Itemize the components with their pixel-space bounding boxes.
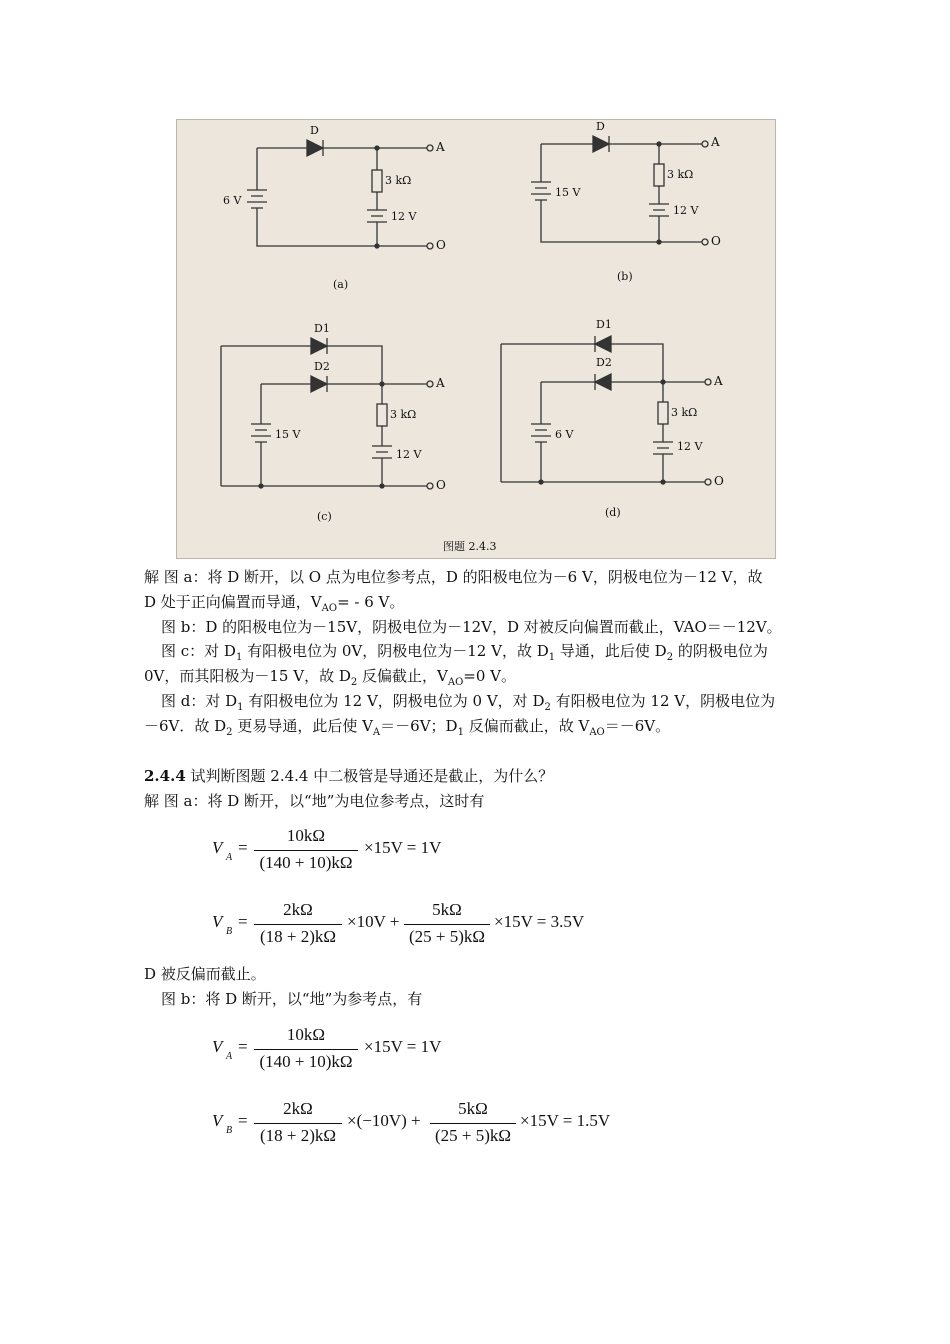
label-node-a-a: A <box>436 140 445 154</box>
label-node-a-d: A <box>714 374 723 388</box>
label-resistor-b: 3 kΩ <box>667 168 694 181</box>
label-node-a-b: A <box>711 135 720 149</box>
circuit-figure <box>176 119 776 559</box>
label-node-o-b: O <box>711 234 721 248</box>
equation-vb-1: V B = 2kΩ (18 + 2)kΩ ×10V + 5kΩ (25 + 5)kΩ ×15V = 3.5V <box>212 900 585 946</box>
label-diode2-c: D2 <box>314 360 330 373</box>
solution-line-6: 图 d：对 $D_1$ 有阳极电位为 12 V，阴极电位为 0 V，对 $D_2$ 有阳极电位为 12 V，阴极电位为 <box>161 692 776 713</box>
label-resistor-c: 3 kΩ <box>390 408 417 421</box>
solution-b-intro: 图 b：将 D 断开，以“地”为参考点，有 <box>161 990 423 1008</box>
label-diode-b: D <box>596 120 605 133</box>
panel-label-d: (d) <box>605 506 621 519</box>
figure-caption: 图题 2.4.3 <box>443 540 497 553</box>
label-diode1-d: D1 <box>596 318 612 331</box>
label-battery-b: 15 V <box>555 186 581 199</box>
solution-line-4: 图 c：对 $D_1$ 有阳极电位为 0V，阴极电位为－12 V，故 $D_1$ 导通，此后使 $D_2$ 的阴极电位为 <box>161 642 768 663</box>
label-battery-a: 6 V <box>223 194 242 207</box>
circuit-a <box>247 140 433 249</box>
equation-va-1: V A = 10kΩ (140 + 10)kΩ ×15V = 1V <box>212 826 442 872</box>
solution-line-7: －6V．故 $D_2$ 更易导通，此后使 $V_A=-6V$；$D_1$ 反偏而截止，故 $V_{AO}=-6V$。 <box>144 717 671 738</box>
solution-a-intro: 解 图 a：将 D 断开，以“地”为电位参考点，这时有 <box>144 792 485 810</box>
label-resistor-a: 3 kΩ <box>385 174 412 187</box>
solution-line-2: D 处于正向偏置而导通，$V_{AO}= - 6$ V。 <box>144 593 405 614</box>
label-battery2-c: 12 V <box>396 448 422 461</box>
solution-line-3: 图 b：D 的阳极电位为－15V，阴极电位为－12V，D 对被反向偏置而截止，VAO＝－12V。 <box>161 618 782 636</box>
panel-label-c: (c) <box>317 510 332 523</box>
circuit-diagrams <box>177 120 775 558</box>
label-resistor-d: 3 kΩ <box>671 406 698 419</box>
panel-label-a: (a) <box>333 278 349 291</box>
problem-title: 试判断图题 2.4.4 中二极管是导通还是截止，为什么？ <box>185 767 554 785</box>
label-diode2-d: D2 <box>596 356 612 369</box>
conclusion-a: D 被反偏而截止。 <box>144 965 266 983</box>
label-node-o-c: O <box>436 478 446 492</box>
label-diode-a: D <box>310 124 319 137</box>
label-battery-c: 15 V <box>275 428 301 441</box>
label-battery2-d: 12 V <box>677 440 703 453</box>
label-battery2-a: 12 V <box>391 210 417 223</box>
equation-vb-2: V B = 2kΩ (18 + 2)kΩ ×(−10V) + 5kΩ (25 + 5)kΩ ×15V = 1.5V <box>212 1099 611 1145</box>
problem-number: 2.4.4 <box>144 767 186 785</box>
equation-va-2: V A = 10kΩ (140 + 10)kΩ ×15V = 1V <box>212 1025 442 1071</box>
label-node-a-c: A <box>436 376 445 390</box>
solution-line-5: 0V，而其阳极为－15 V，故 $D_2$ 反偏截止，$V_{AO}=0$ V。 <box>144 667 516 688</box>
label-node-o-d: O <box>714 474 724 488</box>
label-node-o-a: O <box>436 238 446 252</box>
panel-label-b: (b) <box>617 270 633 283</box>
solution-line-1: 解 图 a：将 D 断开，以 O 点为电位参考点，D 的阳极电位为－6 V，阴极电位为－12 V，故 <box>144 568 763 586</box>
label-battery-d: 6 V <box>555 428 574 441</box>
problem-heading <box>144 766 553 786</box>
label-battery2-b: 12 V <box>673 204 699 217</box>
label-diode1-c: D1 <box>314 322 330 335</box>
